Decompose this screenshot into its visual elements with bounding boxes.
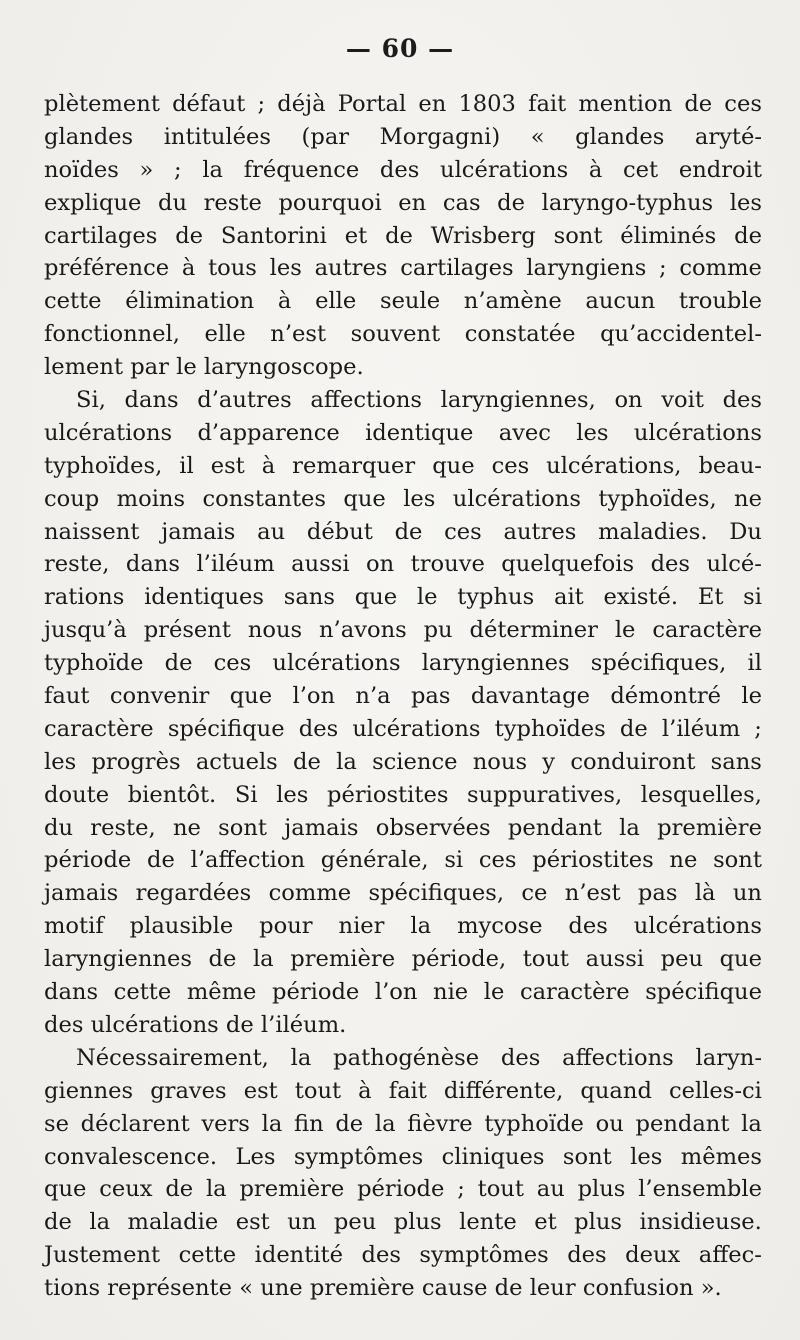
text-line: fonctionnel, elle n’est souvent constatée qu’accidentel- [44,321,762,348]
text-line: noïdes » ; la fréquence des ulcérations à cet endroit [44,156,762,183]
text-line: cette élimination à elle seule n’amène aucun trouble [44,288,762,315]
text-line: Justement cette identité des symptômes des deux affec- [44,1242,762,1269]
text-line: faut convenir que l’on n’a pas davantage démontré le [44,683,762,710]
text-line: que ceux de la première période ; tout au plus l’ensemble [44,1176,762,1203]
paragraph [44,384,762,1042]
text-line: des ulcérations de l’iléum. [44,1011,347,1038]
text-line: tions représente « une première cause de leur confusion ». [44,1275,722,1302]
paragraph [44,88,762,384]
text-line: jusqu’à présent nous n’avons pu déterminer le caractère [44,617,762,644]
text-line: giennes graves est tout à fait différente, quand celles-ci [44,1077,762,1104]
text-line: dans cette même période l’on nie le caractère spécifique [44,979,762,1006]
text-line: Nécessairement, la pathogénèse des affections laryn- [76,1044,762,1071]
body-text [44,88,762,1305]
paragraph [44,1042,762,1305]
text-line: cartilages de Santorini et de Wrisberg sont éliminés de [44,222,762,249]
text-line: préférence à tous les autres cartilages laryngiens ; comme [44,255,762,282]
text-line: de la maladie est un peu plus lente et plus insidieuse. [44,1209,762,1236]
text-line: Si, dans d’autres affections laryngiennes, on voit des [76,387,762,414]
text-line: se déclarent vers la fin de la fièvre typhoïde ou pendant la [44,1110,762,1137]
text-line: coup moins constantes que les ulcérations typhoïdes, ne [44,485,762,512]
text-line: reste, dans l’iléum aussi on trouve quelquefois des ulcé- [44,551,762,578]
text-line: jamais regardées comme spécifiques, ce n’est pas là un [44,880,762,907]
text-line: les progrès actuels de la science nous y conduiront sans [44,748,762,775]
text-line: doute bientôt. Si les périostites suppuratives, lesquelles, [44,781,762,808]
text-line: période de l’affection générale, si ces périostites ne sont [44,847,762,874]
text-line: typhoïde de ces ulcérations laryngiennes spécifiques, il [44,650,762,677]
text-line: plètement défaut ; déjà Portal en 1803 fait mention de ces [44,91,762,117]
text-line: naissent jamais au début de ces autres maladies. Du [44,518,762,545]
text-line: lement par le laryngoscope. [44,354,364,381]
text-line: glandes intitulées (par Morgagni) « glandes aryté- [44,123,762,150]
text-line: motif plausible pour nier la mycose des ulcérations [44,913,762,940]
page-number: — 60 — [345,34,455,63]
text-line: explique du reste pourquoi en cas de laryngo-typhus les [44,189,762,216]
text-line: rations identiques sans que le typhus ait existé. Et si [44,584,762,611]
text-line: convalescence. Les symptômes cliniques sont les mêmes [44,1143,762,1170]
text-line: ulcérations d’apparence identique avec les ulcérations [44,419,762,446]
text-line: typhoïdes, il est à remarquer que ces ulcérations, beau- [44,452,762,479]
text-line: laryngiennes de la première période, tout aussi peu que [44,946,762,973]
text-line: caractère spécifique des ulcérations typhoïdes de l’iléum ; [44,715,762,742]
text-line: du reste, ne sont jamais observées pendant la première [44,814,762,841]
